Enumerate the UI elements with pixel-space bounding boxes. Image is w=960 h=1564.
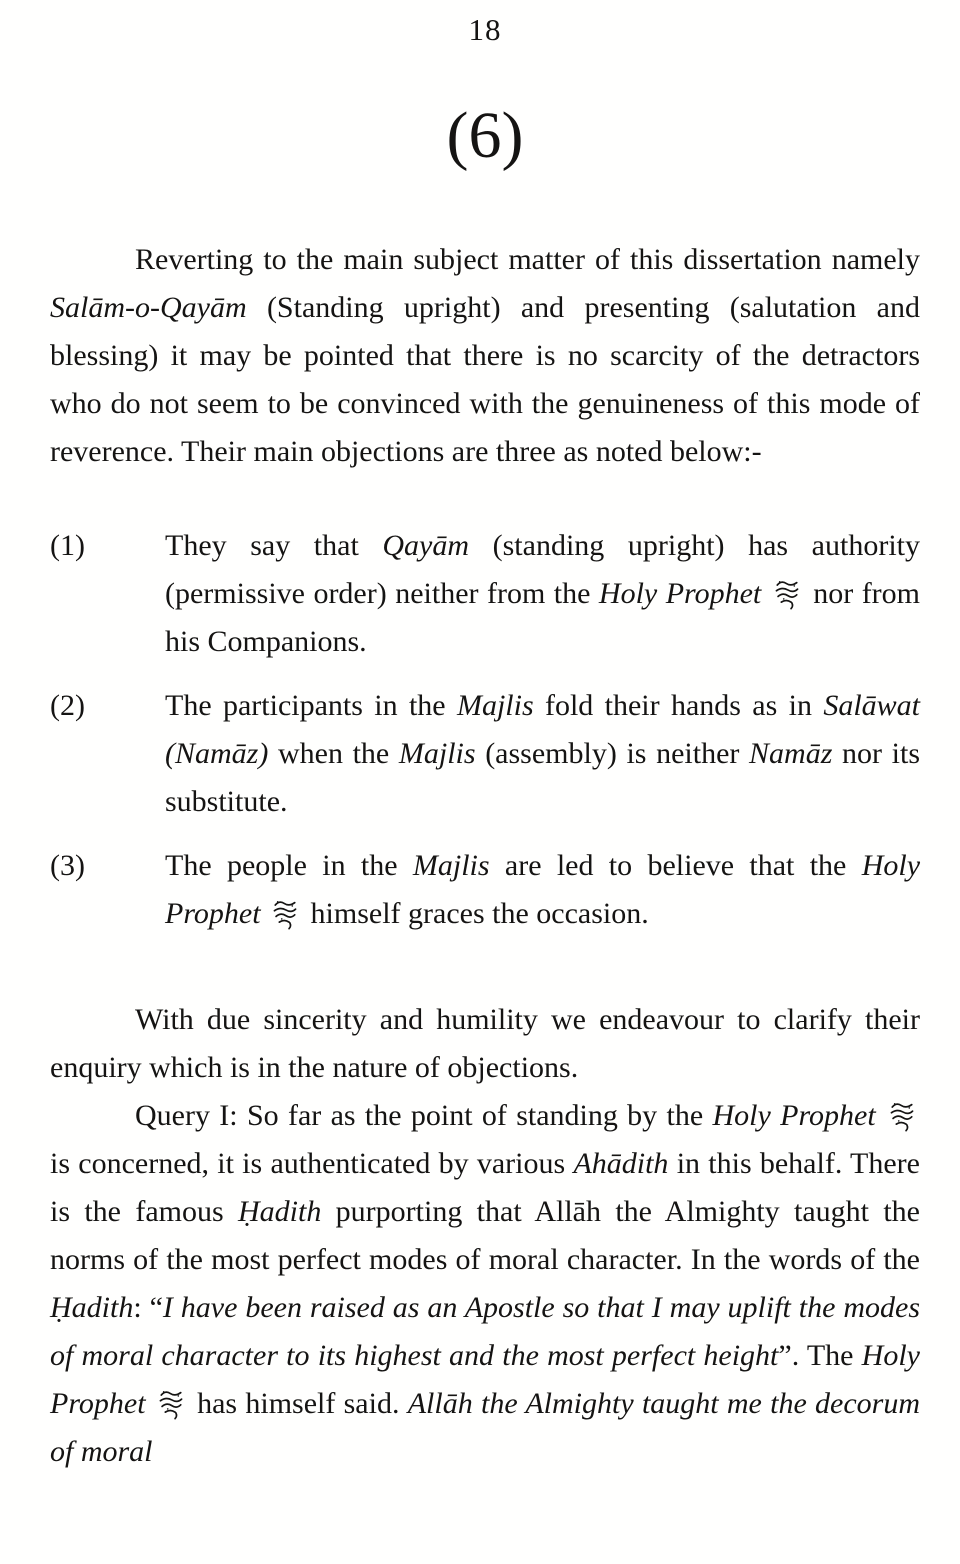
text-run: Allāh the Almighty taught me the decorum of moral [50,1387,921,1468]
text-run: fold their hands as in [533,689,824,722]
text-run: Ḥadith [50,1291,134,1324]
paragraph [50,1092,920,1476]
text-run: purporting that Allāh the Almighty taught the norms of the most perfect modes of moral character. In the words of the [50,1195,920,1276]
text-run: I have been raised as an Apostle so that I may uplift the modes of moral character to its highest and the most perfect height [50,1291,920,1372]
text-run: has himself said. [197,1387,408,1420]
pbuh-symbol-icon [774,577,800,611]
text-run: Majlis [398,737,476,770]
text-run: (Standing upright) and presenting (salutation and blessing) it may be pointed that there is no scarcity of the detractors who do not seem to be convinced with the genuineness of this mode of reverence. Their main objections are three as noted below:- [50,291,920,468]
text-run: Query I: So far as the point of standing by the [135,1099,713,1132]
text-run: Holy Prophet [712,1099,876,1132]
section-heading: (6) [446,99,524,172]
text-run: ”. The [778,1339,862,1372]
objection-list-item [50,842,920,938]
text-run: Namāz [749,737,833,770]
pbuh-symbol-icon [889,1099,915,1133]
pbuh-symbol-icon [158,1387,184,1421]
text-run: nor from his Companions. [165,577,921,658]
list-item-text [165,682,920,826]
text-run: (assembly) is neither [475,737,750,770]
paragraph [50,236,920,476]
text-run: Holy Prophet [165,849,921,930]
text-run: Holy Prophet [598,577,762,610]
list-item-text [165,522,920,666]
text-run: Ḥadith [238,1195,322,1228]
text-run: Majlis [456,689,534,722]
list-item-marker: (1) [50,529,85,562]
page-number: 18 [468,12,502,47]
text-run: Salāwat (Namāz) [165,689,920,770]
text-run: Reverting to the main subject matter of this dissertation namely [135,243,920,276]
text-run: when the [268,737,399,770]
text-run: in this behalf. There is the famous [50,1147,920,1228]
text-run: Qayām [382,529,470,562]
text-run: With due sincerity and humility we endeavour to clarify their enquiry which is in the nature of objections. [50,1003,920,1084]
list-item-text [165,842,920,938]
objection-list-item [50,682,920,826]
paragraph [50,996,920,1092]
text-run: himself graces the occasion. [310,897,649,930]
page-body [50,236,920,1476]
list-item-marker: (3) [50,849,85,882]
pbuh-symbol-icon [272,897,298,931]
objections-list [50,522,920,938]
text-run: : “ [133,1291,163,1324]
text-run: Ahādith [573,1147,669,1180]
text-run: Salām-o-Qayām [50,291,247,324]
text-run: They say that [165,529,383,562]
text-run: The people in the [165,849,413,882]
text-run: Holy Prophet [50,1339,920,1420]
text-run: The participants in the [165,689,457,722]
text-run: Majlis [412,849,490,882]
text-run: (standing upright) has authority (permissive order) neither from the [165,529,920,610]
text-run: nor its substitute. [165,737,920,818]
text-run: is concerned, it is authenticated by various [50,1147,574,1180]
objection-list-item [50,522,920,666]
list-item-marker: (2) [50,689,85,722]
text-run: are led to believe that the [489,849,862,882]
